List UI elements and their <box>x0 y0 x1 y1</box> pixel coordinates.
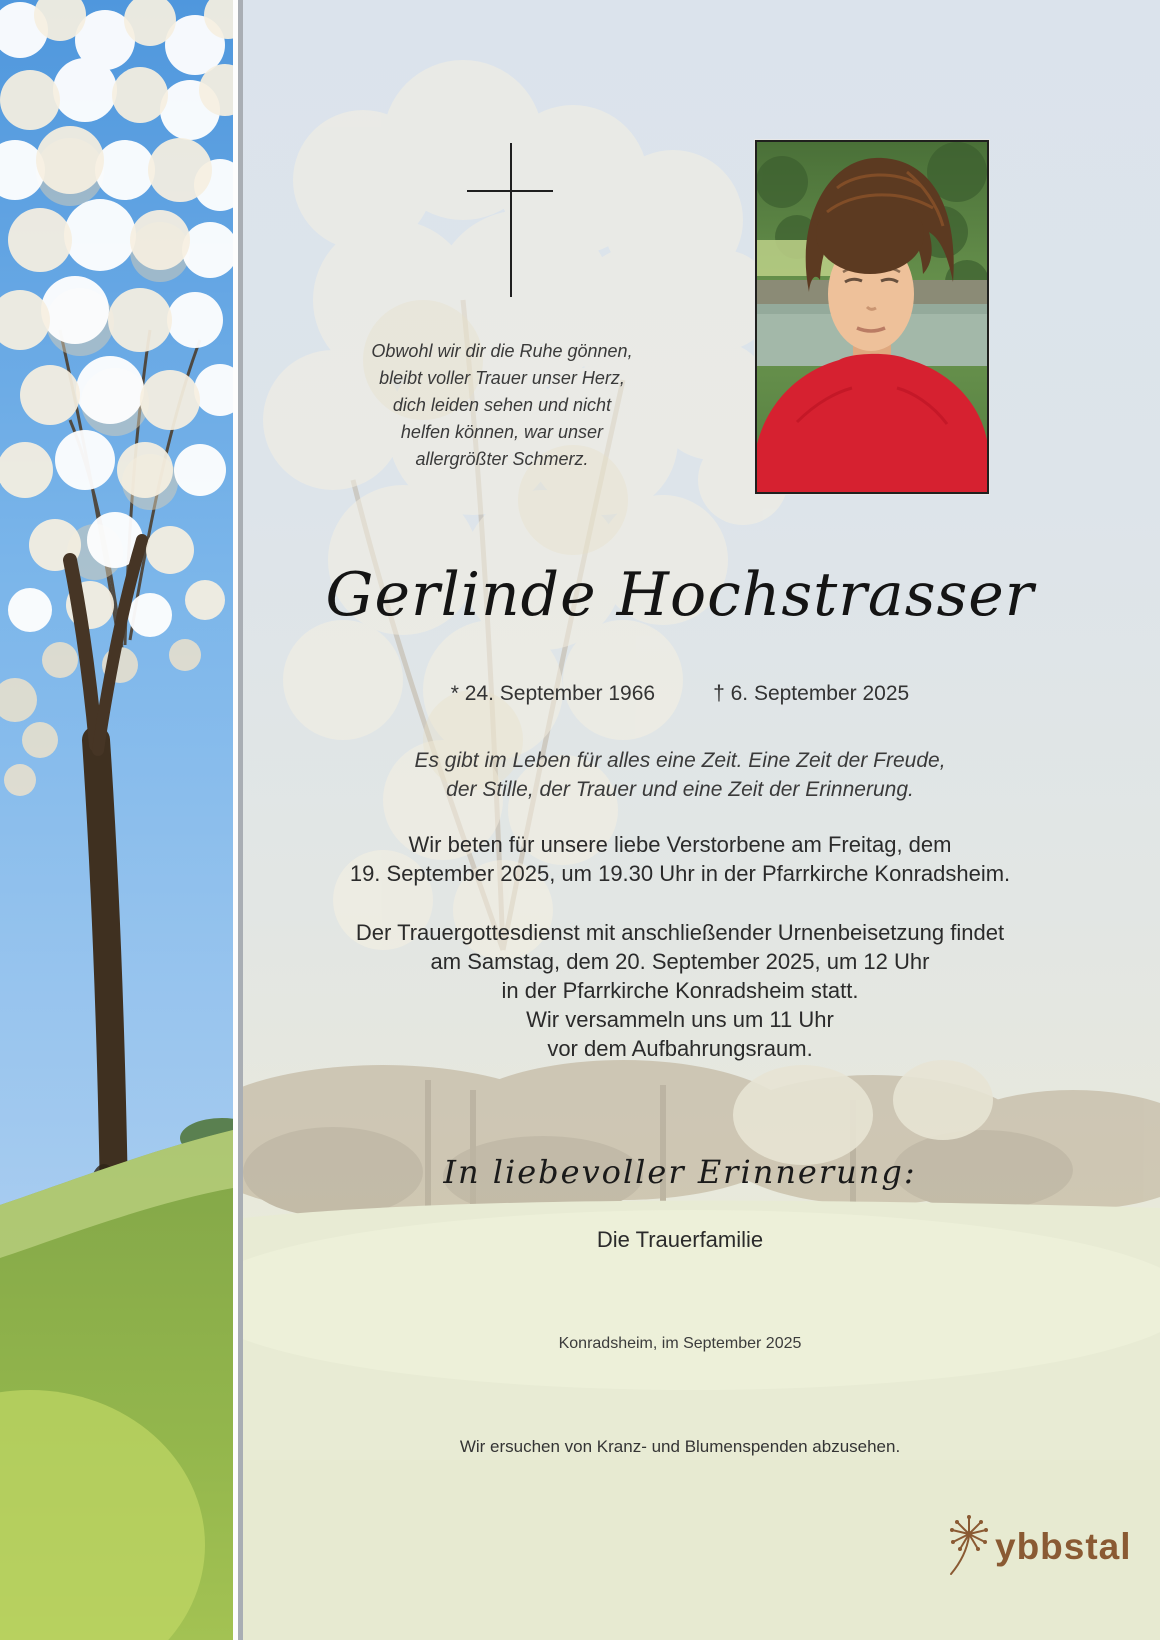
death-date: † 6. September 2025 <box>713 682 910 705</box>
deceased-name: Gerlinde Hochstrasser <box>325 560 1035 630</box>
poem-line: dich leiden sehen und nicht <box>392 395 612 415</box>
cross-horizontal-bar <box>467 190 553 192</box>
dandelion-icon <box>943 1512 995 1586</box>
closing-line: In liebevoller Erinnerung: <box>443 1153 917 1191</box>
gathering-line: Wir versammeln uns um 11 Uhr <box>526 1007 834 1032</box>
cross-vertical-bar <box>510 143 512 297</box>
quote-line: der Stille, der Trauer und eine Zeit der Erinnerung. <box>446 778 914 801</box>
memorial-poem <box>337 338 667 473</box>
funeral-service-announcement <box>250 918 1110 1005</box>
blossom-tree-illustration <box>0 0 233 1640</box>
blossom-tree-photo <box>0 0 233 1640</box>
birth-date: * 24. September 1966 <box>450 682 656 705</box>
gathering-info <box>250 1005 1110 1063</box>
poem-line: allergrößter Schmerz. <box>415 449 589 469</box>
mourning-family: Die Trauerfamilie <box>596 1227 764 1252</box>
poem-line: bleibt voller Trauer unser Herz, <box>379 368 625 388</box>
service-line: in der Pfarrkirche Konradsheim statt. <box>501 978 859 1003</box>
memorial-quote <box>250 746 1110 804</box>
donation-note: Wir ersuchen von Kranz- und Blumenspenden abzusehen. <box>459 1437 901 1456</box>
life-dates <box>250 682 1110 706</box>
poem-line: helfen können, war unser <box>400 422 604 442</box>
prayer-announcement <box>250 830 1110 888</box>
gathering-line: vor dem Aufbahrungsraum. <box>547 1036 813 1061</box>
quote-line: Es gibt im Leben für alles eine Zeit. Eine Zeit der Freude, <box>414 749 946 772</box>
poem-line: Obwohl wir dir die Ruhe gönnen, <box>371 341 633 361</box>
portrait-photo <box>755 140 989 494</box>
place-and-date: Konradsheim, im September 2025 <box>558 1335 802 1352</box>
ybbstal-logo <box>943 1512 1143 1592</box>
prayer-line: 19. September 2025, um 19.30 Uhr in der Pfarrkirche Konradsheim. <box>349 861 1011 886</box>
prayer-line: Wir beten für unsere liebe Verstorbene am Freitag, dem <box>408 832 952 857</box>
service-line: Der Trauergottesdienst mit anschließender Urnenbeisetzung findet <box>355 920 1005 945</box>
logo-text: ybbstal <box>995 1526 1132 1567</box>
service-line: am Samstag, dem 20. September 2025, um 12 Uhr <box>430 949 930 974</box>
faded-landscape-background <box>243 0 1160 1640</box>
portrait-illustration <box>757 142 987 492</box>
card-body <box>243 0 1160 1640</box>
cross-icon <box>457 143 547 299</box>
